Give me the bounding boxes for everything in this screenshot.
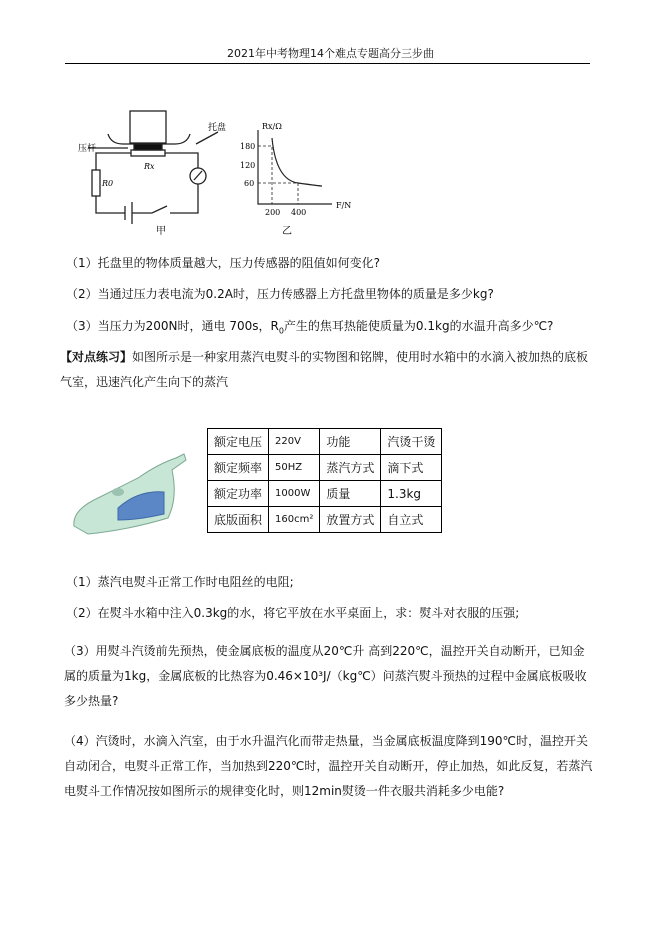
ytick: 120 <box>240 161 256 170</box>
question-2-1: （1）蒸汽电熨斗正常工作时电阻丝的电阻; <box>66 575 294 589</box>
figure-circuit-and-graph <box>60 100 380 240</box>
tray-label: 托盘 <box>208 123 227 133</box>
resistance-force-graph <box>258 130 332 204</box>
xtick: 200 <box>265 208 281 217</box>
ytick: 60 <box>244 179 255 188</box>
question-1-1: （1）托盘里的物体质量越大，压力传感器的阻值如何变化? <box>66 256 381 270</box>
question-2-2: （2）在熨斗水箱中注入0.3kg的水，将它平放在水平桌面上，求：熨斗对衣服的压强; <box>66 606 520 620</box>
table-row: 额定频率 50HZ 蒸汽方式 滴下式 <box>208 455 442 481</box>
question-2-3: （3）用熨斗汽烫前先预热，使金属底板的温度从20℃升 高到220℃，温控开关自动断开，已知金属的质量为1kg，金属底板的比热容为0.46×10³J/（kg℃）问蒸汽熨斗预热的过程中金属底板吸收多少热量? <box>64 644 587 708</box>
caption-jia: 甲 <box>156 226 166 237</box>
ytick: 180 <box>240 142 256 151</box>
nameplate-table <box>207 428 442 533</box>
r0-label: R0 <box>102 179 114 188</box>
lever-label: 压杆 <box>78 144 97 154</box>
table-row: 额定功率 1000W 质量 1.3kg <box>208 481 442 507</box>
steam-iron-image <box>68 448 192 538</box>
question-1-2: （2）当通过压力表电流为0.2A时，压力传感器上方托盘里物体的质量是多少kg? <box>66 287 494 301</box>
practice-intro: 【对点练习】如图所示是一种家用蒸汽电熨斗的实物图和铭牌，使用时水箱中的水滴入被加热的底板气室，迅速汽化产生向下的蒸汽 <box>60 350 589 389</box>
practice-tag: 【对点练习】 <box>60 350 133 364</box>
header-divider <box>65 63 590 64</box>
table-row: 底版面积 160cm² 放置方式 自立式 <box>208 507 442 533</box>
graph-ylabel: Rx/Ω <box>262 122 282 131</box>
question-2-4: （4）汽烫时，水滴入汽室，由于水升温汽化而带走热量，当金属底板温度降到190℃时，温控开关自动闭合，电熨斗正常工作，当加热到220℃时，温控开关自动断开，停止加热，如此反复，若蒸汽电熨斗工作情况按如图所示的规律变化时，则12min熨烫一件衣服共消耗多少电能? <box>64 734 593 798</box>
question-1-3: （3）当压力为200N时，通电 700s，$R_0$产生的焦耳热能使质量为0.1kg的水温升高多少℃? <box>66 319 554 336</box>
page-header: 2021年中考物理14个难点专题高分三步曲 <box>227 47 434 60</box>
table-row: 额定电压 220V 功能 汽烫干烫 <box>208 429 442 455</box>
caption-yi: 乙 <box>282 226 292 237</box>
graph-xlabel: F/N <box>336 201 352 210</box>
sensor-label: Rx <box>144 162 155 171</box>
xtick: 400 <box>291 208 307 217</box>
